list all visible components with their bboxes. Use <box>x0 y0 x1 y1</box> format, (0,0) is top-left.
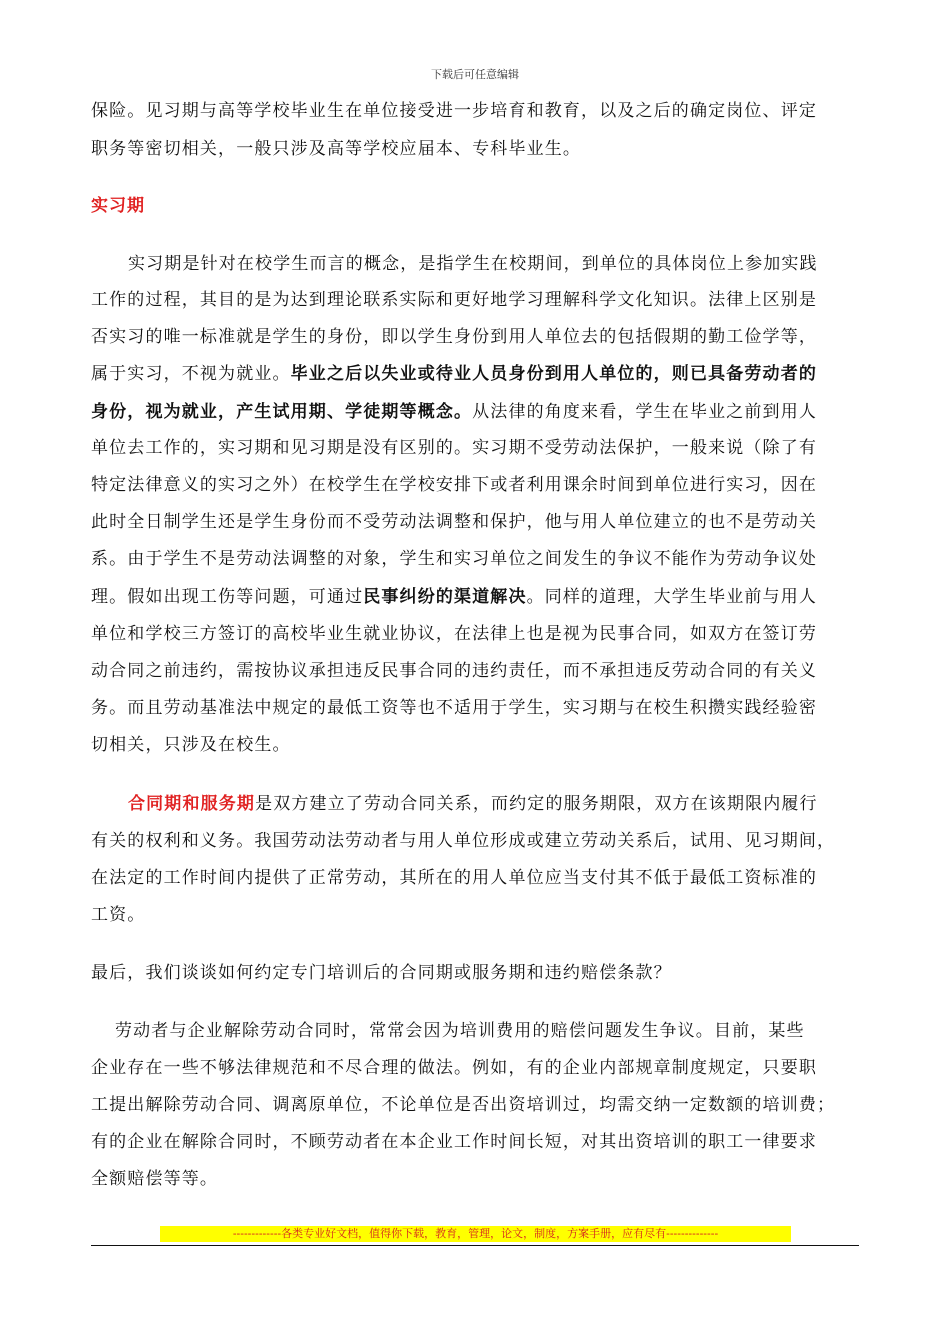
training-line-4: 有的企业在解除合同时，不顾劳动者在本企业工作时间长短，对其出资培训的职工一律要求 <box>91 1132 817 1152</box>
internship-line-9: 系。由于学生不是劳动法调整的对象，学生和实习单位之间发生的争议不能作为劳动争议处 <box>91 549 817 569</box>
internship-emphasis-3: 民事纠纷的渠道解决 <box>363 587 527 607</box>
internship-line-2: 工作的过程，其目的是为达到理论联系实际和更好地学习理解科学文化知识。法律上区别是 <box>91 290 817 310</box>
internship-line-10 <box>91 587 817 607</box>
page-header-note: 下载后可任意编辑 <box>431 68 519 81</box>
intro-line-1: 保险。见习期与高等学校毕业生在单位接受进一步培育和教育，以及之后的确定岗位、评定 <box>91 101 817 121</box>
question-line: 最后，我们谈谈如何约定专门培训后的合同期或服务期和违约赔偿条款？ <box>91 963 672 983</box>
internship-line-5-text: 从法律的角度来看，学生在毕业之前到用人 <box>472 402 818 422</box>
section-heading-internship: 实习期 <box>91 196 145 216</box>
footer-divider <box>91 1245 859 1246</box>
internship-line-13: 务。而且劳动基准法中规定的最低工资等也不适用于学生，实习期与在校生积攒实践经验密 <box>91 698 817 718</box>
internship-line-8: 此时全日制学生还是学生身份而不受劳动法调整和保护，他与用人单位建立的也不是劳动关 <box>91 512 817 532</box>
contract-line-1 <box>128 794 818 814</box>
internship-line-10-a: 理。假如出现工伤等问题，可通过 <box>91 587 364 607</box>
internship-line-5 <box>91 402 817 422</box>
internship-line-14: 切相关，只涉及在校生。 <box>91 735 291 755</box>
internship-line-6: 单位去工作的，实习期和见习期是没有区别的。实习期不受劳动法保护，一般来说（除了有 <box>91 438 817 458</box>
internship-line-4-text: 属于实习，不视为就业。 <box>91 364 291 384</box>
internship-line-11: 单位和学校三方签订的高校毕业生就业协议，在法律上也是视为民事合同，如双方在签订劳 <box>91 624 817 644</box>
intro-line-2: 职务等密切相关，一般只涉及高等学校应届本、专科毕业生。 <box>91 139 582 159</box>
internship-line-1: 实习期是针对在校学生而言的概念，是指学生在校期间，到单位的具体岗位上参加实践 <box>128 254 818 274</box>
training-line-3: 工提出解除劳动合同、调离原单位，不论单位是否出资培训过，均需交纳一定数额的培训费； <box>91 1095 836 1115</box>
internship-line-12: 动合同之前违约，需按协议承担违反民事合同的违约责任，而不承担违反劳动合同的有关义 <box>91 661 817 681</box>
contract-line-4: 工资。 <box>91 905 146 925</box>
internship-line-3: 否实习的唯一标准就是学生的身份，即以学生身份到用人单位去的包括假期的勤工俭学等， <box>91 327 817 347</box>
training-line-1: 劳动者与企业解除劳动合同时，常常会因为培训费用的赔偿问题发生争议。目前，某些 <box>115 1021 805 1041</box>
internship-line-7: 特定法律意义的实习之外）在校学生在学校安排下或者利用课余时间到单位进行实习，因在 <box>91 475 817 495</box>
training-line-2: 企业存在一些不够法律规范和不尽合理的做法。例如，有的企业内部规章制度规定，只要职 <box>91 1058 817 1078</box>
training-line-5: 全额赔偿等等。 <box>91 1169 219 1189</box>
internship-emphasis-1: 毕业之后以失业或待业人员身份到用人单位的，则已具备劳动者的 <box>290 364 818 384</box>
contract-line-2: 有关的权利和义务。我国劳动法劳动者与用人单位形成或建立劳动关系后，试用、见习期间， <box>91 831 836 851</box>
internship-emphasis-2: 身份，视为就业，产生试用期、学徒期等概念。 <box>91 402 473 422</box>
contract-term: 合同期和服务期 <box>128 794 256 814</box>
footer-banner: -------------各类专业好文档，值得你下载，教育，管理，论文，制度，方案手册，应有尽有-------------- <box>160 1226 791 1242</box>
contract-line-1-text: 是双方建立了劳动合同关系，而约定的服务期限，双方在该期限内履行 <box>255 794 818 814</box>
internship-line-10-b: 。同样的道理，大学生毕业前与用人 <box>526 587 818 607</box>
contract-line-3: 在法定的工作时间内提供了正常劳动，其所在的用人单位应当支付其不低于最低工资标准的 <box>91 868 817 888</box>
internship-line-4 <box>91 364 817 384</box>
